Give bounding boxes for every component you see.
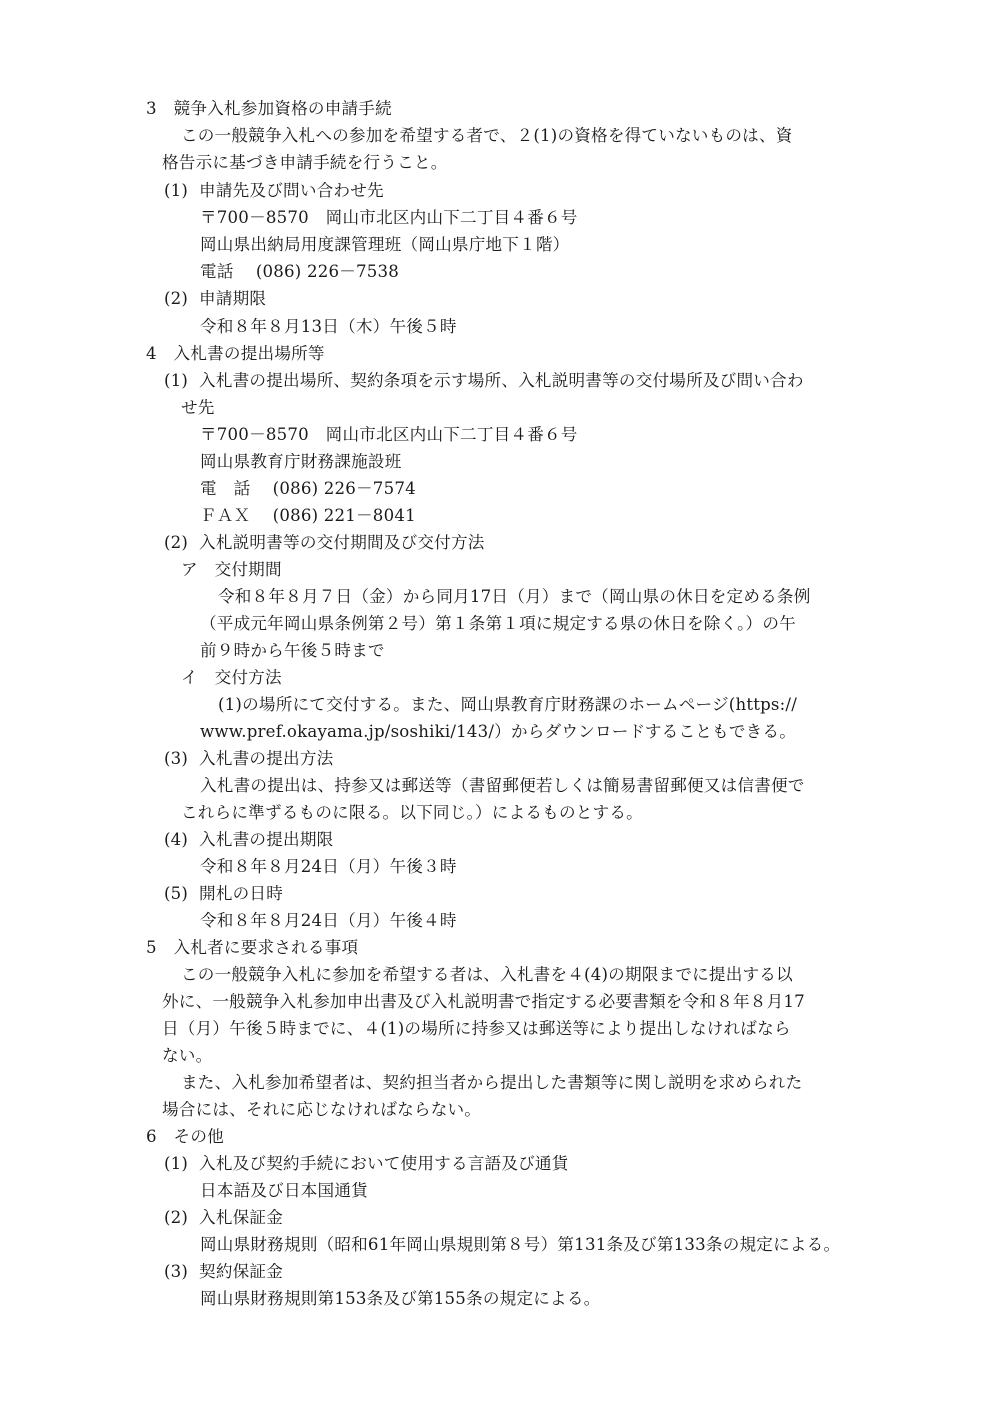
- paragraph-line: 格告示に基づき申請手続を行うこと。: [162, 153, 448, 172]
- paragraph-line: （平成元年岡山県条例第２号）第１条第１項に規定する県の休日を除く。）の午: [200, 614, 796, 633]
- paragraph-line: 岡山県財務規則（昭和61年岡山県規則第８号）第131条及び第133条の規定による。: [200, 1235, 841, 1254]
- office-line: 岡山県教育庁財務課施設班: [200, 452, 402, 471]
- subsection-heading-continued: せ先: [181, 398, 215, 417]
- paragraph-line: 岡山県財務規則第153条及び第155条の規定による。: [200, 1289, 601, 1308]
- subsection-heading: (1) 入札及び契約手続において使用する言語及び通貨: [164, 1154, 569, 1173]
- paragraph-line: 場合には、それに応じなければならない。: [162, 1100, 482, 1119]
- subsection-heading: (3) 契約保証金: [164, 1262, 284, 1281]
- subsection-heading: (2) 入札保証金: [164, 1208, 284, 1227]
- opening-date-line: 令和８年８月24日（月）午後４時: [200, 911, 457, 930]
- section-heading-4: 4 入札書の提出場所等: [146, 344, 325, 363]
- paragraph-line: www.pref.okayama.jp/soshiki/143/）からダウンロードすることもできる。: [200, 722, 797, 741]
- deadline-line: 令和８年８月24日（月）午後３時: [200, 857, 457, 876]
- paragraph-line: 外に、一般競争入札参加申出書及び入札説明書で指定する必要書類を令和８年８月17: [162, 992, 805, 1011]
- item-heading: イ 交付方法: [181, 668, 282, 687]
- fax-line: ＦＡＸ (086) 221－8041: [200, 506, 416, 525]
- phone-line: 電 話 (086) 226－7574: [200, 479, 416, 498]
- paragraph-line: 入札書の提出は、持参又は郵送等（書留郵便若しくは簡易書留郵便又は信書便で: [200, 776, 805, 795]
- paragraph-line: この一般競争入札に参加を希望する者は、入札書を４(4)の期限までに提出する以: [181, 965, 793, 984]
- section-heading-6: 6 その他: [146, 1127, 224, 1146]
- paragraph-line: ない。: [162, 1046, 213, 1065]
- section-heading-5: 5 入札者に要求される事項: [146, 938, 359, 957]
- subsection-heading: (1) 入札書の提出場所、契約条項を示す場所、入札説明書等の交付場所及び問い合わ: [164, 371, 804, 390]
- subsection-heading: (5) 開札の日時: [164, 884, 284, 903]
- subsection-heading: (3) 入札書の提出方法: [164, 749, 334, 768]
- paragraph-line: 令和８年８月７日（金）から同月17日（月）まで（岡山県の休日を定める条例: [218, 587, 811, 606]
- paragraph-line: この一般競争入札への参加を希望する者で、２(1)の資格を得ていないものは、資: [181, 126, 793, 145]
- paragraph-line: (1)の場所にて交付する。また、岡山県教育庁財務課のホームページ(https://: [218, 695, 797, 714]
- paragraph-line: 前９時から午後５時まで: [200, 641, 385, 660]
- office-line: 岡山県出納局用度課管理班（岡山県庁地下１階）: [200, 235, 570, 254]
- phone-line: 電話 (086) 226－7538: [200, 262, 400, 281]
- deadline-line: 令和８年８月13日（木）午後５時: [200, 317, 457, 336]
- paragraph-line: 日本語及び日本国通貨: [200, 1181, 368, 1200]
- subsection-heading: (2) 申請期限: [164, 289, 267, 308]
- paragraph-line: 日（月）午後５時までに、４(1)の場所に持参又は郵送等により提出しなければなら: [162, 1019, 791, 1038]
- address-line: 〒700－8570 岡山市北区内山下二丁目４番６号: [200, 208, 578, 227]
- section-heading-3: 3 競争入札参加資格の申請手続: [146, 99, 392, 118]
- subsection-heading: (2) 入札説明書等の交付期間及び交付方法: [164, 533, 485, 552]
- subsection-heading: (1) 申請先及び問い合わせ先: [164, 181, 384, 200]
- address-line: 〒700－8570 岡山市北区内山下二丁目４番６号: [200, 425, 578, 444]
- paragraph-line: また、入札参加希望者は、契約担当者から提出した書類等に関し説明を求められた: [181, 1073, 803, 1092]
- subsection-heading: (4) 入札書の提出期限: [164, 830, 334, 849]
- paragraph-line: これらに準ずるものに限る。以下同じ。）によるものとする。: [181, 803, 643, 822]
- item-heading: ア 交付期間: [181, 560, 282, 579]
